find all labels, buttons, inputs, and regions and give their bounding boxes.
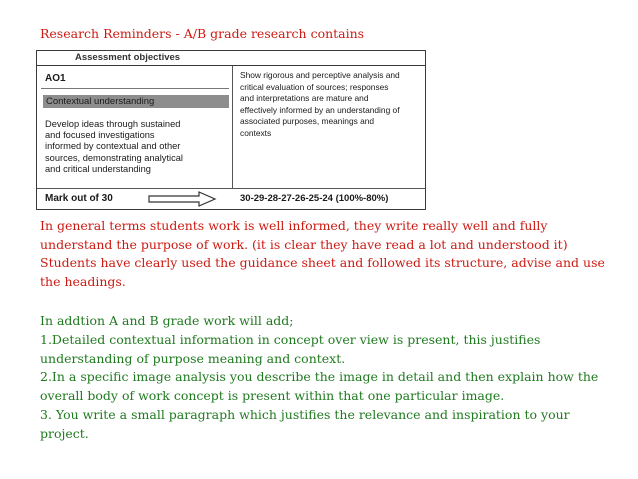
table-header [37, 51, 425, 66]
column-divider [232, 66, 233, 188]
ao1-label: AO1 [45, 73, 66, 84]
addition-points-list: 1.Detailed contextual information in concept over view is present, this justifies understanding of purpose meaning and context. 2.In a specific image analysis you describe the image in detail and then explain how the overall body of work concept is present within that one particular image. 3. You write a small paragraph which justifies the relevance and inspiration to your project. [40, 332, 599, 441]
page-title: Research Reminders - A/B grade research contains [40, 26, 365, 41]
criteria-description: Show rigorous and perceptive analysis and critical evaluation of sources; responses and interpretations are mature and effectively informed by an understanding of associated purposes, meanings and contexts [240, 70, 400, 138]
general-terms-paragraph: In general terms students work is well informed, they write really well and fully understand the purpose of work. (it is clear they have read a lot and understood it) Students have clearly used the guidance sheet and followed its structure, advise and use the headings. [40, 218, 605, 290]
mark-label: Mark out of 30 [45, 193, 113, 204]
right-arrow-icon [147, 191, 217, 207]
assessment-objectives-table [36, 50, 426, 210]
score-range: 30-29-28-27-26-25-24 (100%-80%) [240, 193, 389, 204]
objective-description: Develop ideas through sustained and focused investigations informed by contextual and other sources, demonstrating analytical and critical understanding [45, 119, 183, 174]
contextual-understanding-highlight: Contextual understanding [43, 95, 229, 108]
addition-intro: In addtion A and B grade work will add; [40, 313, 294, 328]
ao1-divider [41, 88, 229, 89]
row-divider [37, 188, 425, 189]
table-header-label: Assessment objectives [75, 52, 181, 63]
